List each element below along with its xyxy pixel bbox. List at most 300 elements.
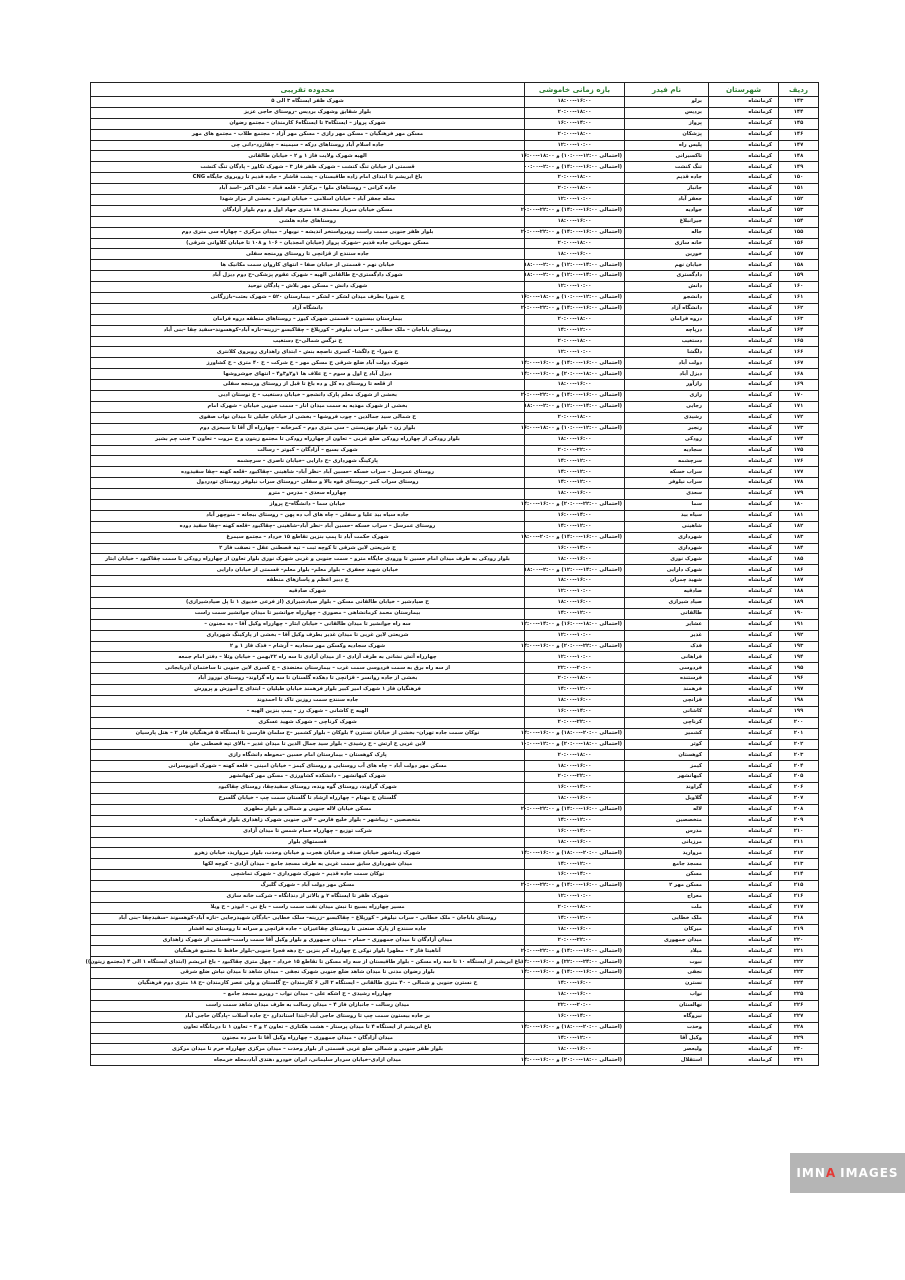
row-number-cell: ۱۷۳ bbox=[779, 423, 819, 434]
city-cell: کرمانشاه bbox=[709, 870, 779, 881]
table-row bbox=[91, 216, 819, 227]
area-cell: روستای سراب کمر –روستای قوه بالا و سفلی –روستای سراب نیلوفر روستای تودردول bbox=[91, 478, 525, 489]
row-number-cell: ۱۷۱ bbox=[779, 401, 819, 412]
time-window-cell: ۲۲:۰۰--۲۰:۰۰ bbox=[525, 445, 625, 456]
area-cell: شهرک گراوند، روستای گوه ونده، روستای سفیدچقا، روستای چقاکبود bbox=[91, 783, 525, 794]
time-window-cell: ۱۶:۰۰--۱۸:۰۰ bbox=[525, 489, 625, 500]
feeder-cell: کوهستان bbox=[625, 750, 709, 761]
time-window-cell: ۱۶:۰۰--۱۸:۰۰ bbox=[525, 1044, 625, 1055]
time-window-cell: ۱۰:۰۰--۱۲:۰۰ bbox=[525, 652, 625, 663]
city-cell: کرمانشاه bbox=[709, 347, 779, 358]
time-window-cell: ۲۰:۰۰--۲۲:۰۰ bbox=[525, 663, 625, 674]
time-window-cell: ۱۲:۰۰--۱۴:۰۰ bbox=[525, 815, 625, 826]
row-number-cell: ۱۷۰ bbox=[779, 391, 819, 402]
city-cell: کرمانشاه bbox=[709, 706, 779, 717]
city-cell: کرمانشاه bbox=[709, 184, 779, 195]
row-number-cell: ۱۸۴ bbox=[779, 543, 819, 554]
city-cell: کرمانشاه bbox=[709, 1000, 779, 1011]
row-number-cell: ۱۴۳ bbox=[779, 97, 819, 108]
city-cell: کرمانشاه bbox=[709, 107, 779, 118]
area-cell: از قلعه تا روستای ده کل و ده باغ تا قبل از روستای ورمنجه سفلی bbox=[91, 380, 525, 391]
area-cell: خ نرگس شمالی–خ دستغیب bbox=[91, 336, 525, 347]
area-cell: بلوار رودکی از چهارراه رودکی ضلع غربی – تعاون از چهارراه رودکی تا مجتمع زیتون و خ مروت – تعاون ۳ جنب چم بشیر bbox=[91, 434, 525, 445]
feeder-cell: ولیعصر bbox=[625, 1044, 709, 1055]
city-cell: کرمانشاه bbox=[709, 510, 779, 521]
city-cell: کرمانشاه bbox=[709, 892, 779, 903]
table-row bbox=[91, 140, 819, 151]
time-window-cell: ۱۲:۰۰--۱۴:۰۰ bbox=[525, 478, 625, 489]
table-row bbox=[91, 576, 819, 587]
time-window-cell: (احتمالی ۱۸:۰۰--۲۰:۰۰) و ۱۶:۰۰--۱۴:۰۰ bbox=[525, 369, 625, 380]
city-cell: کرمانشاه bbox=[709, 674, 779, 685]
city-cell: کرمانشاه bbox=[709, 859, 779, 870]
time-window-cell: ۱۸:۰۰--۲۰:۰۰ bbox=[525, 412, 625, 423]
table-row bbox=[91, 173, 819, 184]
area-cell: الهیه شهرک ولایت فاز ۱ و ۲ – خیابان طالقانی bbox=[91, 151, 525, 162]
row-number-cell: ۱۸۳ bbox=[779, 532, 819, 543]
row-number-cell: ۲۳۱ bbox=[779, 1055, 819, 1066]
time-window-cell: ۱۰:۰۰--۱۲:۰۰ bbox=[525, 282, 625, 293]
table-row bbox=[91, 303, 819, 314]
feeder-cell: بردیس bbox=[625, 107, 709, 118]
area-cell: میدان ازادی–خیابان سردار سلیمانی، ایران خودرو ،هتدی آباد،محله خرمجاه bbox=[91, 1055, 525, 1066]
city-cell: کرمانشاه bbox=[709, 935, 779, 946]
area-cell: بلوار زن – بلوار بهزیستی – سی متری دوم – کمرخانه – چهارراه آل آقا تا سبحزی دوم bbox=[91, 423, 525, 434]
time-window-cell: (احتمالی ۱۶:۰۰--۱۴:۰۰) و ۲۲:۰۰--۲۰:۰۰ bbox=[525, 881, 625, 892]
feeder-cell: شاهینی bbox=[625, 521, 709, 532]
time-window-cell: ۱۲:۰۰--۱۴:۰۰ bbox=[525, 325, 625, 336]
table-row bbox=[91, 489, 819, 500]
table-row bbox=[91, 1055, 819, 1066]
area-cell: خ شورا– خ دلگشا– کسری ناصچه بنش – ابتدای راهداری روبروی کلانتری bbox=[91, 347, 525, 358]
area-cell: روستای عمرسل – سراب خسکه –حسین آباد –نظر آباد–شاهینی –چقاکبود –قلعه کهنه –چقا سفید دوده bbox=[91, 521, 525, 532]
feeder-cell: سرچشمه bbox=[625, 456, 709, 467]
area-cell: خیابان سما – دانشگاه–خ پرواز bbox=[91, 499, 525, 510]
feeder-cell: جیرانبلاغ bbox=[625, 216, 709, 227]
city-cell: کرمانشاه bbox=[709, 1022, 779, 1033]
row-number-cell: ۱۹۰ bbox=[779, 608, 819, 619]
feeder-cell: خانه سازی bbox=[625, 238, 709, 249]
time-window-cell: (احتمالی ۲۰:۰۰--۱۸:۰۰) و ۱۶:۰۰--۱۴:۰۰ bbox=[525, 728, 625, 739]
city-cell: کرمانشاه bbox=[709, 881, 779, 892]
row-number-cell: ۱۸۵ bbox=[779, 554, 819, 565]
city-cell: کرمانشاه bbox=[709, 216, 779, 227]
area-cell: خ دبیر اعظم و پاسازهای منطقه bbox=[91, 576, 525, 587]
row-number-cell: ۲۲۵ bbox=[779, 990, 819, 1001]
feeder-cell: دانش bbox=[625, 282, 709, 293]
row-number-cell: ۱۷۸ bbox=[779, 478, 819, 489]
time-window-cell: (احتمالی ۱۸:۰۰--۱۶:۰۰) و ۱۴:۰۰--۱۲:۰۰ bbox=[525, 619, 625, 630]
time-window-cell: ۲۲:۰۰--۲۰:۰۰ bbox=[525, 935, 625, 946]
blackout-schedule-table bbox=[85, 82, 819, 1066]
time-window-cell: ۱۴:۰۰--۱۶:۰۰ bbox=[525, 826, 625, 837]
city-cell: کرمانشاه bbox=[709, 456, 779, 467]
feeder-cell: سما bbox=[625, 499, 709, 510]
city-cell: کرمانشاه bbox=[709, 739, 779, 750]
table-row bbox=[91, 783, 819, 794]
feeder-cell: خورین bbox=[625, 249, 709, 260]
table-row bbox=[91, 358, 819, 369]
time-window-cell: ۱۸:۰۰--۲۰:۰۰ bbox=[525, 750, 625, 761]
city-cell: کرمانشاه bbox=[709, 249, 779, 260]
time-window-cell: ۱۴:۰۰--۱۶:۰۰ bbox=[525, 870, 625, 881]
city-cell: کرمانشاه bbox=[709, 293, 779, 304]
feeder-cell: فرستنده bbox=[625, 674, 709, 685]
city-cell: کرمانشاه bbox=[709, 990, 779, 1001]
feeder-cell: نواب bbox=[625, 990, 709, 1001]
time-window-cell: ۱۲:۰۰--۱۴:۰۰ bbox=[525, 913, 625, 924]
row-number-cell: ۱۴۶ bbox=[779, 129, 819, 140]
time-window-cell: (احتمالی ۲۲:۰۰--۲۰:۰۰) و ۱۶:۰۰--۱۴:۰۰ bbox=[525, 641, 625, 652]
time-window-cell: (احتمالی ۱۴:۰۰--۱۲:۰۰) و ۲:۰۰--۱۸:۰۰ bbox=[525, 565, 625, 576]
row-number-cell: ۲۰۷ bbox=[779, 794, 819, 805]
time-window-cell: (احتمالی ۱۶:۰۰--۱۴:۰۰) و ۲۲:۰۰--۲۰:۰۰ bbox=[525, 227, 625, 238]
row-number-cell: ۱۴۴ bbox=[779, 107, 819, 118]
area-cell: خیابان نهم – قسمتی از خیابان صفا – انتهای کاروان سمت مکانیک ها bbox=[91, 260, 525, 271]
feeder-cell: طالقانی bbox=[625, 608, 709, 619]
table-row bbox=[91, 706, 819, 717]
feeder-cell: دیزل آباد bbox=[625, 369, 709, 380]
city-cell: کرمانشاه bbox=[709, 946, 779, 957]
area-cell: میدان رسالت – جانبازان فاز ۴ – میدان رسالت به طرف میدان شاهد سمت راست bbox=[91, 1000, 525, 1011]
table-row bbox=[91, 510, 819, 521]
row-number-cell: ۲۰۱ bbox=[779, 728, 819, 739]
city-cell: کرمانشاه bbox=[709, 303, 779, 314]
time-window-cell: ۱۴:۰۰--۱۶:۰۰ bbox=[525, 706, 625, 717]
time-window-cell: ۱۸:۰۰--۲۰:۰۰ bbox=[525, 238, 625, 249]
area-cell: قسمتی از خیابان تنگ کنشت – شهرک ظفر فاز ۳ – شهرک تکاور – پادگان تنگ کنشت bbox=[91, 162, 525, 173]
table-row bbox=[91, 761, 819, 772]
table-row bbox=[91, 380, 819, 391]
feeder-cell: رجایی bbox=[625, 401, 709, 412]
row-number-cell: ۱۵۱ bbox=[779, 184, 819, 195]
table-row bbox=[91, 391, 819, 402]
row-number-cell: ۱۶۲ bbox=[779, 303, 819, 314]
table-row bbox=[91, 870, 819, 881]
table-row bbox=[91, 695, 819, 706]
feeder-cell: برلو bbox=[625, 97, 709, 108]
row-number-cell: ۱۵۲ bbox=[779, 195, 819, 206]
row-number-cell: ۲۳۰ bbox=[779, 1044, 819, 1055]
area-cell: باغ ابریشم از ایستگاه ۱۰ تا سه راه مسکن – بلوار طاقبستان از سه راه مسکن تا تقاطع ۱۵ خرداد – چهل متری چقاکبود – باغ ابریشم (ابتدای ایستگاه ۱ الی ۴ (مجتمع زیتون)) bbox=[91, 957, 525, 968]
area-cell: خ شمالی سید جمالدین – چوب فروشها – بخشی از خیابان جلیلی تا میدان نواب صفوی bbox=[91, 412, 525, 423]
area-cell: فرهنگیان فاز ۱ شهرک امیر کبیر بلوار فرهمند خیابان طیلیان – ابتدای خ آموزش و پرورش bbox=[91, 685, 525, 696]
area-cell: مسکن خیابان لاله جنوبی و شمالی و بلوار مطهری bbox=[91, 804, 525, 815]
table-row bbox=[91, 587, 819, 598]
city-cell: کرمانشاه bbox=[709, 826, 779, 837]
area-cell: چهارراه آتش نشانی به طرف آزادی – از میدان آزادی تا سه راه ۲۲بهمن – خیابان وثلا – دفتر امام جمعه bbox=[91, 652, 525, 663]
city-cell: کرمانشاه bbox=[709, 521, 779, 532]
city-cell: کرمانشاه bbox=[709, 282, 779, 293]
table-row bbox=[91, 543, 819, 554]
table-row bbox=[91, 227, 819, 238]
row-number-cell: ۱۶۵ bbox=[779, 336, 819, 347]
feeder-cell: رنجبر bbox=[625, 423, 709, 434]
time-window-cell: ۲۲:۰۰--۲۰:۰۰ bbox=[525, 772, 625, 783]
city-cell: کرمانشاه bbox=[709, 129, 779, 140]
city-cell: کرمانشاه bbox=[709, 314, 779, 325]
row-number-cell: ۱۸۰ bbox=[779, 499, 819, 510]
area-cell: روستای عمرسل – سراب خسکه –حسین آباد –نظر آباد– شاهینی –چقاکبود –قلعه کهنه –چقا سفیدوده bbox=[91, 467, 525, 478]
row-number-cell: ۱۵۰ bbox=[779, 173, 819, 184]
row-number-cell: ۲۱۶ bbox=[779, 892, 819, 903]
area-cell: سه راه جوانشیر تا میدان طالقانی – خیابان ابثار – چهارراه وکیل آقا – ده مجنون – bbox=[91, 619, 525, 630]
city-cell: کرمانشاه bbox=[709, 532, 779, 543]
area-cell: خ صیادشیر – خیابان طالقانی مسکن – بلوار صیادشیرازی (از فرعی خدیوی ۱ تا پل صیادشیرازی) bbox=[91, 597, 525, 608]
city-cell: کرمانشاه bbox=[709, 641, 779, 652]
time-window-cell: ۱۶:۰۰--۱۸:۰۰ bbox=[525, 924, 625, 935]
time-window-cell: (احتمالی ۲۲:۰۰--۲۰:۰۰) و ۱۶:۰۰--۱۴:۰۰ bbox=[525, 499, 625, 510]
table-row bbox=[91, 195, 819, 206]
row-number-cell: ۱۷۶ bbox=[779, 456, 819, 467]
time-window-cell: (احتمالی ۱۴:۰۰--۱۲:۰۰) و ۲:۰۰--۱۸:۰۰ bbox=[525, 260, 625, 271]
feeder-cell: دروه فرامان bbox=[625, 314, 709, 325]
table-row bbox=[91, 423, 819, 434]
table-row bbox=[91, 794, 819, 805]
time-window-cell: ۱۶:۰۰--۱۸:۰۰ bbox=[525, 794, 625, 805]
city-cell: کرمانشاه bbox=[709, 576, 779, 587]
area-cell: بخشی از جاده روانسر – قزانچی تا دهکده گلستان تا سه راه گراوند– روستای نوروز آباد bbox=[91, 674, 525, 685]
area-cell: پارک کوهستان – بیمارستان امام حسین –محوطه دانشگاه رازی bbox=[91, 750, 525, 761]
feeder-cell: جانباز bbox=[625, 184, 709, 195]
feeder-cell: فرهمند bbox=[625, 685, 709, 696]
table-row bbox=[91, 260, 819, 271]
feeder-cell: سجادیه bbox=[625, 445, 709, 456]
city-cell: کرمانشاه bbox=[709, 565, 779, 576]
area-cell: بلوار رضوان مدنی تا میدان شاهد ضلع جنوبی شهرک نجفی – میدان شاهد تا میدان نیاش ضلع شرقی bbox=[91, 968, 525, 979]
table-row bbox=[91, 554, 819, 565]
table-row bbox=[91, 641, 819, 652]
table-row bbox=[91, 674, 819, 685]
table-row bbox=[91, 336, 819, 347]
table-row bbox=[91, 565, 819, 576]
feeder-cell: دستغیب bbox=[625, 336, 709, 347]
area-cell: شهرک سجادیه وکسکن مهر سجادیه – آرشام – فدک فاز ۱ و ۲ bbox=[91, 641, 525, 652]
city-cell: کرمانشاه bbox=[709, 608, 779, 619]
row-number-cell: ۱۵۳ bbox=[779, 205, 819, 216]
table-row bbox=[91, 412, 819, 423]
area-cell: شریعتی لاین غربی تا میدان غدیر بطرف وکیل آقا – بخشی از پارکینگ شهرداری bbox=[91, 630, 525, 641]
time-window-cell: ۱۶:۰۰--۱۸:۰۰ bbox=[525, 837, 625, 848]
row-number-cell: ۱۹۴ bbox=[779, 652, 819, 663]
feeder-cell: جاده قدیم bbox=[625, 173, 709, 184]
table-row bbox=[91, 990, 819, 1001]
time-window-cell: ۱۶:۰۰--۱۸:۰۰ bbox=[525, 380, 625, 391]
row-number-cell: ۲۱۸ bbox=[779, 913, 819, 924]
city-cell: کرمانشاه bbox=[709, 423, 779, 434]
feeder-cell: درپاچه bbox=[625, 325, 709, 336]
time-window-cell: ۱۶:۰۰--۱۸:۰۰ bbox=[525, 990, 625, 1001]
city-cell: کرمانشاه bbox=[709, 391, 779, 402]
time-window-cell: ۱۶:۰۰--۱۴:۰۰ bbox=[525, 979, 625, 990]
feeder-cell: سراب نیلوفر bbox=[625, 478, 709, 489]
feeder-cell: دلگشا bbox=[625, 347, 709, 358]
area-cell: شهرک دانش – مسکن مهر بلاش – پادگان نوحید bbox=[91, 282, 525, 293]
feeder-cell: دادگستری bbox=[625, 271, 709, 282]
city-cell: کرمانشاه bbox=[709, 380, 779, 391]
city-cell: کرمانشاه bbox=[709, 717, 779, 728]
row-number-cell: ۲۱۲ bbox=[779, 848, 819, 859]
row-number-cell: ۲۱۹ bbox=[779, 924, 819, 935]
time-window-cell: ۱۸:۰۰--۲۰:۰۰ bbox=[525, 902, 625, 913]
row-number-cell: ۲۱۴ bbox=[779, 870, 819, 881]
table-row bbox=[91, 902, 819, 913]
table-row bbox=[91, 1033, 819, 1044]
feeder-cell: سیاه بید bbox=[625, 510, 709, 521]
city-cell: کرمانشاه bbox=[709, 979, 779, 990]
feeder-cell: صیاد شیرازی bbox=[625, 597, 709, 608]
row-number-cell: ۲۰۴ bbox=[779, 761, 819, 772]
area-cell: شهرک صادقیه bbox=[91, 587, 525, 598]
feeder-cell: شهرک نوری bbox=[625, 554, 709, 565]
time-window-cell: (احتمالی ۱۶:۰۰--۱۴:۰۰) و ۲۲:۰۰--۲۰:۰۰ bbox=[525, 205, 625, 216]
row-number-cell: ۱۵۵ bbox=[779, 227, 819, 238]
city-cell: کرمانشاه bbox=[709, 848, 779, 859]
header-feeder: نام فیدر bbox=[625, 83, 709, 97]
row-number-cell: ۱۹۲ bbox=[779, 630, 819, 641]
table-row bbox=[91, 859, 819, 870]
feeder-cell: پزشکان bbox=[625, 129, 709, 140]
time-window-cell: ۱۰:۰۰--۱۲:۰۰ bbox=[525, 630, 625, 641]
table-header-row bbox=[91, 83, 819, 97]
header-area: محدوده تقریبی bbox=[91, 83, 525, 97]
feeder-cell: مسجد جامع bbox=[625, 859, 709, 870]
table-row bbox=[91, 652, 819, 663]
city-cell: کرمانشاه bbox=[709, 663, 779, 674]
feeder-cell: فردوسی bbox=[625, 663, 709, 674]
watermark-text-a: IMN bbox=[796, 1166, 826, 1180]
city-cell: کرمانشاه bbox=[709, 499, 779, 510]
area-cell: متخصصین – زیباشهر – بلوار خلیج فارس – لاین جنوبی شهرک زاهداری بلوار فرهنگشان – bbox=[91, 815, 525, 826]
table-row bbox=[91, 238, 819, 249]
row-number-cell: ۱۷۵ bbox=[779, 445, 819, 456]
city-cell: کرمانشاه bbox=[709, 260, 779, 271]
city-cell: کرمانشاه bbox=[709, 238, 779, 249]
city-cell: کرمانشاه bbox=[709, 554, 779, 565]
row-number-cell: ۱۶۱ bbox=[779, 293, 819, 304]
time-window-cell: ۱۲:۰۰--۱۴:۰۰ bbox=[525, 608, 625, 619]
city-cell: کرمانشاه bbox=[709, 140, 779, 151]
city-cell: کرمانشاه bbox=[709, 401, 779, 412]
city-cell: کرمانشاه bbox=[709, 543, 779, 554]
row-number-cell: ۱۹۳ bbox=[779, 641, 819, 652]
table-row bbox=[91, 968, 819, 979]
city-cell: کرمانشاه bbox=[709, 597, 779, 608]
table-row bbox=[91, 314, 819, 325]
feeder-cell: مرزبانی bbox=[625, 837, 709, 848]
feeder-cell: متخصصین bbox=[625, 815, 709, 826]
feeder-cell: مروارید bbox=[625, 848, 709, 859]
area-cell: پارکینگ شهرداری –خ دارایی –خیابان ناصری – سرچشمه bbox=[91, 456, 525, 467]
city-cell: کرمانشاه bbox=[709, 619, 779, 630]
area-cell: بلوار ظفر جنوبی و شمالی ضلع غربی قسمتی از بلوار وحدت – میدان مرکزی چهارراه خرم تا میدان مرکزی bbox=[91, 1044, 525, 1055]
table-row bbox=[91, 129, 819, 140]
feeder-cell: سراب خسکه bbox=[625, 467, 709, 478]
city-cell: کرمانشاه bbox=[709, 369, 779, 380]
feeder-cell: دانشگاه آزاد bbox=[625, 303, 709, 314]
table-row bbox=[91, 663, 819, 674]
time-window-cell: (احتمالی ۱۲:۰۰--۱۰:۰۰) و ۱۸:۰۰--۱۶:۰۰ bbox=[525, 423, 625, 434]
feeder-cell: رازی bbox=[625, 391, 709, 402]
area-cell: مسکن مهر فرهنگیان – مسکن مهر رازی – مسکن مهر آزاد – مجتمع طلاب – مجتمع های مهر bbox=[91, 129, 525, 140]
feeder-cell: تاکسیرانی bbox=[625, 151, 709, 162]
city-cell: کرمانشاه bbox=[709, 1044, 779, 1055]
area-cell: باغ ابریشم تا ابتدای امام زاده طاقبستان – پشت قاشار – جاده قدیم تا روبروی جایگاه CNG bbox=[91, 173, 525, 184]
time-window-cell: ۱۶:۰۰--۱۸:۰۰ bbox=[525, 554, 625, 565]
row-number-cell: ۲۱۷ bbox=[779, 902, 819, 913]
city-cell: کرمانشاه bbox=[709, 957, 779, 968]
city-cell: کرمانشاه bbox=[709, 685, 779, 696]
time-window-cell: (احتمالی ۱۶:۰۰--۱۴:۰۰) و ۲۲:۰۰--۲۰:۰۰ bbox=[525, 946, 625, 957]
feeder-cell: پرواز bbox=[625, 118, 709, 129]
time-window-cell: ۱۸:۰۰--۲۰:۰۰ bbox=[525, 314, 625, 325]
time-window-cell: ۱۸:۰۰--۲۰:۰۰ bbox=[525, 173, 625, 184]
table-row bbox=[91, 1011, 819, 1022]
row-number-cell: ۱۴۷ bbox=[779, 140, 819, 151]
table-row bbox=[91, 1044, 819, 1055]
feeder-cell: کشمیر bbox=[625, 728, 709, 739]
row-number-cell: ۲۲۴ bbox=[779, 979, 819, 990]
row-number-cell: ۲۲۷ bbox=[779, 1011, 819, 1022]
table-row bbox=[91, 151, 819, 162]
time-window-cell: ۱۰:۰۰--۱۲:۰۰ bbox=[525, 140, 625, 151]
table-row bbox=[91, 924, 819, 935]
feeder-cell: شهرداری bbox=[625, 543, 709, 554]
city-cell: کرمانشاه bbox=[709, 434, 779, 445]
feeder-cell: رازآور bbox=[625, 380, 709, 391]
table-row bbox=[91, 325, 819, 336]
city-cell: کرمانشاه bbox=[709, 772, 779, 783]
row-number-cell: ۲۰۹ bbox=[779, 815, 819, 826]
area-cell: شهرک دادگستری–خ طالقانی الهیه – شهرک عقوم پزشکی–خ دوم دیزل آباد bbox=[91, 271, 525, 282]
table-row bbox=[91, 826, 819, 837]
time-window-cell: ۱۲:۰۰--۱۴:۰۰ bbox=[525, 859, 625, 870]
row-number-cell: ۱۴۸ bbox=[779, 151, 819, 162]
area-cell: شرکت توزیع – چهارراه حمام شمس تا میدان آزادی bbox=[91, 826, 525, 837]
feeder-cell: لاله bbox=[625, 804, 709, 815]
watermark-logo bbox=[790, 1153, 905, 1193]
time-window-cell: ۱۲:۰۰--۱۴:۰۰ bbox=[525, 685, 625, 696]
table-row bbox=[91, 946, 819, 957]
time-window-cell: ۱۲:۰۰--۱۴:۰۰ bbox=[525, 456, 625, 467]
row-number-cell: ۱۵۹ bbox=[779, 271, 819, 282]
area-cell: جاده کرانی – روستاهای ملوا – برکنار – قلعه قباد – علی اکبر –اسد آباد bbox=[91, 184, 525, 195]
city-cell: کرمانشاه bbox=[709, 587, 779, 598]
city-cell: کرمانشاه bbox=[709, 1011, 779, 1022]
area-cell: شهرک بسیج – آزادگان – کبوتر – رسالت bbox=[91, 445, 525, 456]
feeder-cell: شهید چمران bbox=[625, 576, 709, 587]
table-row bbox=[91, 499, 819, 510]
city-cell: کرمانشاه bbox=[709, 173, 779, 184]
time-window-cell: ۱۰:۰۰--۱۲:۰۰ bbox=[525, 892, 625, 903]
time-window-cell: ۱۴:۰۰--۱۶:۰۰ bbox=[525, 543, 625, 554]
row-number-cell: ۱۴۹ bbox=[779, 162, 819, 173]
area-cell: گلستان خ مهتام – چهارراه ارشاد تا گلستان سمت چپ – خیابان گلسرخ bbox=[91, 794, 525, 805]
time-window-cell: ۱۲:۰۰--۱۴:۰۰ bbox=[525, 467, 625, 478]
area-cell: شهرک کیهانشهر – دانشکده کشاورزی – مسکن مهر کیهانشهر bbox=[91, 772, 525, 783]
table-row bbox=[91, 1022, 819, 1033]
area-cell: شهرک کرناچی – شهرک شهید عسکری bbox=[91, 717, 525, 728]
city-cell: کرمانشاه bbox=[709, 445, 779, 456]
city-cell: کرمانشاه bbox=[709, 695, 779, 706]
area-cell: باغ ابریشم از ایستگاه ۴ تا میدان پرستار – هشت هکتاری – تعاون ۲ و ۳ – تعاون ۱ تا درمانگاه تعاون bbox=[91, 1022, 525, 1033]
table-row bbox=[91, 434, 819, 445]
time-window-cell: ۱۶:۰۰--۱۸:۰۰ bbox=[525, 576, 625, 587]
area-cell: بلوار ظفر جنوبی سمت راست روبرواستخر اندیشه – نوبهار – میدان مرکزی – چهاراه سی متری دوم bbox=[91, 227, 525, 238]
row-number-cell: ۱۸۷ bbox=[779, 576, 819, 587]
row-number-cell: ۲۰۲ bbox=[779, 739, 819, 750]
area-cell: روستای باباجان – ملک خطایی – سراب نیلوفر – کورپلاغ – چقاکبسو –زرینه– سلک خطایی –بادگان شهیدرجایی –نازه آباد–کوهسوند –سفیدچقا –بنی آباد bbox=[91, 913, 525, 924]
